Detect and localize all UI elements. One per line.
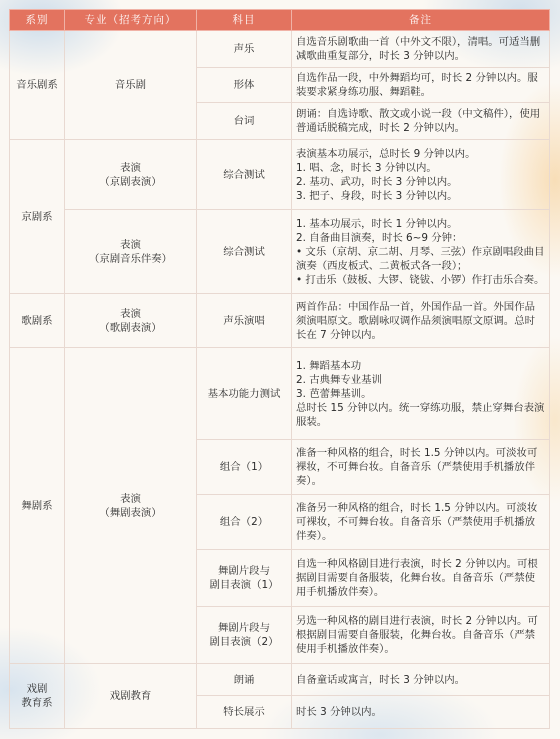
major-direction: （歌剧表演） (99, 321, 162, 334)
note-line: • 文乐（京胡、京二胡、月琴、三弦）作京剧唱段曲目演奏（西皮板式、二黄板式各一段）； (296, 245, 545, 272)
subject-line: 剧目表演（1） (209, 579, 279, 591)
exam-requirements-table (9, 9, 550, 729)
dept-cell: 京剧系 (10, 140, 65, 294)
subject-line: 舞剧片段与 (218, 565, 270, 577)
note-line: • 打击乐（鼓板、大锣、铙钹、小锣）作打击乐合奏。 (296, 273, 545, 286)
subject-line: 剧目表演（2） (209, 636, 279, 648)
table-row (10, 140, 550, 210)
subject-line: 舞剧片段与 (218, 622, 270, 634)
note-cell: 时长 3 分钟以内。 (292, 696, 550, 729)
subject-cell: 声乐演唱 (197, 294, 292, 348)
subject-cell (197, 550, 292, 607)
major-name: 表演 (120, 238, 141, 251)
table-row (10, 664, 550, 696)
subject-line: 组合（2） (219, 516, 269, 528)
note-line: 3. 把子、身段，时长 3 分钟以内。 (296, 189, 458, 202)
major-cell (65, 294, 197, 348)
major-name: 表演 (120, 161, 141, 174)
major-direction: （舞剧表演） (99, 506, 162, 519)
note-cell: 准备另一种风格的组合，时长 1.5 分钟以内。可淡妆可裸妆，不可舞台妆。自备音乐（严禁使用手机播放伴奏）。 (292, 495, 550, 550)
major-cell (65, 348, 197, 664)
subject-cell: 朗诵 (197, 664, 292, 696)
subject-cell (197, 348, 292, 440)
subject-cell (197, 440, 292, 495)
note-cell: 准备一种风格的组合，时长 1.5 分钟以内。可淡妆可裸妆，不可舞台妆。自备音乐（严禁使用手机播放伴奏）。 (292, 440, 550, 495)
subject-cell: 特长展示 (197, 696, 292, 729)
major-name: 表演 (120, 492, 141, 505)
note-cell: 两首作品：中国作品一首，外国作品一首。外国作品须演唱原文。歌剧咏叹调作品须演唱原文原调。总时长在 7 分钟以内。 (292, 294, 550, 348)
note-cell: 自选作品一段，中外舞蹈均可，时长 2 分钟以内。服装要求紧身练功服、舞蹈鞋。 (292, 68, 550, 103)
dept-cell (10, 664, 65, 729)
note-line: 1. 舞蹈基本功 (296, 359, 362, 372)
note-cell (292, 348, 550, 440)
note-cell (292, 210, 550, 294)
subject-cell (197, 607, 292, 664)
major-cell: 戏剧教育 (65, 664, 197, 729)
note-cell: 朗诵：自选诗歌、散文或小说一段（中文稿件），使用普通话脱稿完成，时长 2 分钟以内。 (292, 103, 550, 140)
note-line: 1. 基本功展示，时长 1 分钟以内。 (296, 217, 458, 230)
note-cell: 另选一种风格的剧目进行表演，时长 2 分钟以内。可根据剧目需要自备服装，化舞台妆。自备音乐（严禁使用手机播放伴奏）。 (292, 607, 550, 664)
subject-cell: 台词 (197, 103, 292, 140)
note-cell (292, 140, 550, 210)
dept-cell: 歌剧系 (10, 294, 65, 348)
major-direction: （京剧表演） (99, 175, 162, 188)
dept-line: 戏剧 (26, 683, 48, 695)
major-name: 表演 (120, 307, 141, 320)
note-line: 2. 自备曲目演奏，时长 6~9 分钟： (296, 231, 463, 244)
table-row (10, 31, 550, 68)
note-line: 表演基本功展示，总时长 9 分钟以内。 (296, 147, 476, 160)
note-cell: 自备童话或寓言，时长 3 分钟以内。 (292, 664, 550, 696)
major-direction: （京剧音乐伴奏） (88, 252, 173, 265)
header-note: 备注 (292, 10, 550, 31)
note-line: 2. 古典舞专业基训 (296, 373, 382, 386)
note-cell: 自选音乐剧歌曲一首（中外文不限），清唱。可适当删减歌曲重复部分，时长 3 分钟以内。 (292, 31, 550, 68)
dept-cell: 音乐剧系 (10, 31, 65, 140)
major-cell: 音乐剧 (65, 31, 197, 140)
table-row (10, 294, 550, 348)
note-line: 3. 芭蕾舞基训。 (296, 387, 372, 400)
note-line: 2. 基功、武功，时长 3 分钟以内。 (296, 175, 458, 188)
header-subject: 科目 (197, 10, 292, 31)
subject-line: 基本功能力测试 (207, 387, 281, 400)
dept-cell: 舞剧系 (10, 348, 65, 664)
subject-cell (197, 495, 292, 550)
table-row (10, 210, 550, 294)
note-cell: 自选一种风格剧目进行表演，时长 2 分钟以内。可根据剧目需要自备服装，化舞台妆。自备音乐（严禁使用手机播放伴奏）。 (292, 550, 550, 607)
note-line: 1. 唱、念，时长 3 分钟以内。 (296, 161, 437, 174)
table-row (10, 348, 550, 440)
header-dept: 系别 (10, 10, 65, 31)
subject-cell: 声乐 (197, 31, 292, 68)
header-major: 专业（招考方向） (65, 10, 197, 31)
subject-cell: 综合测试 (197, 210, 292, 294)
subject-line: 组合（1） (219, 461, 269, 473)
subject-cell: 形体 (197, 68, 292, 103)
note-line: 总时长 15 分钟以内。统一穿练功服，禁止穿舞台表演服装。 (296, 401, 545, 428)
major-cell (65, 140, 197, 210)
subject-cell: 综合测试 (197, 140, 292, 210)
table-header-row (10, 10, 550, 31)
dept-line: 教育系 (21, 697, 53, 709)
major-cell (65, 210, 197, 294)
